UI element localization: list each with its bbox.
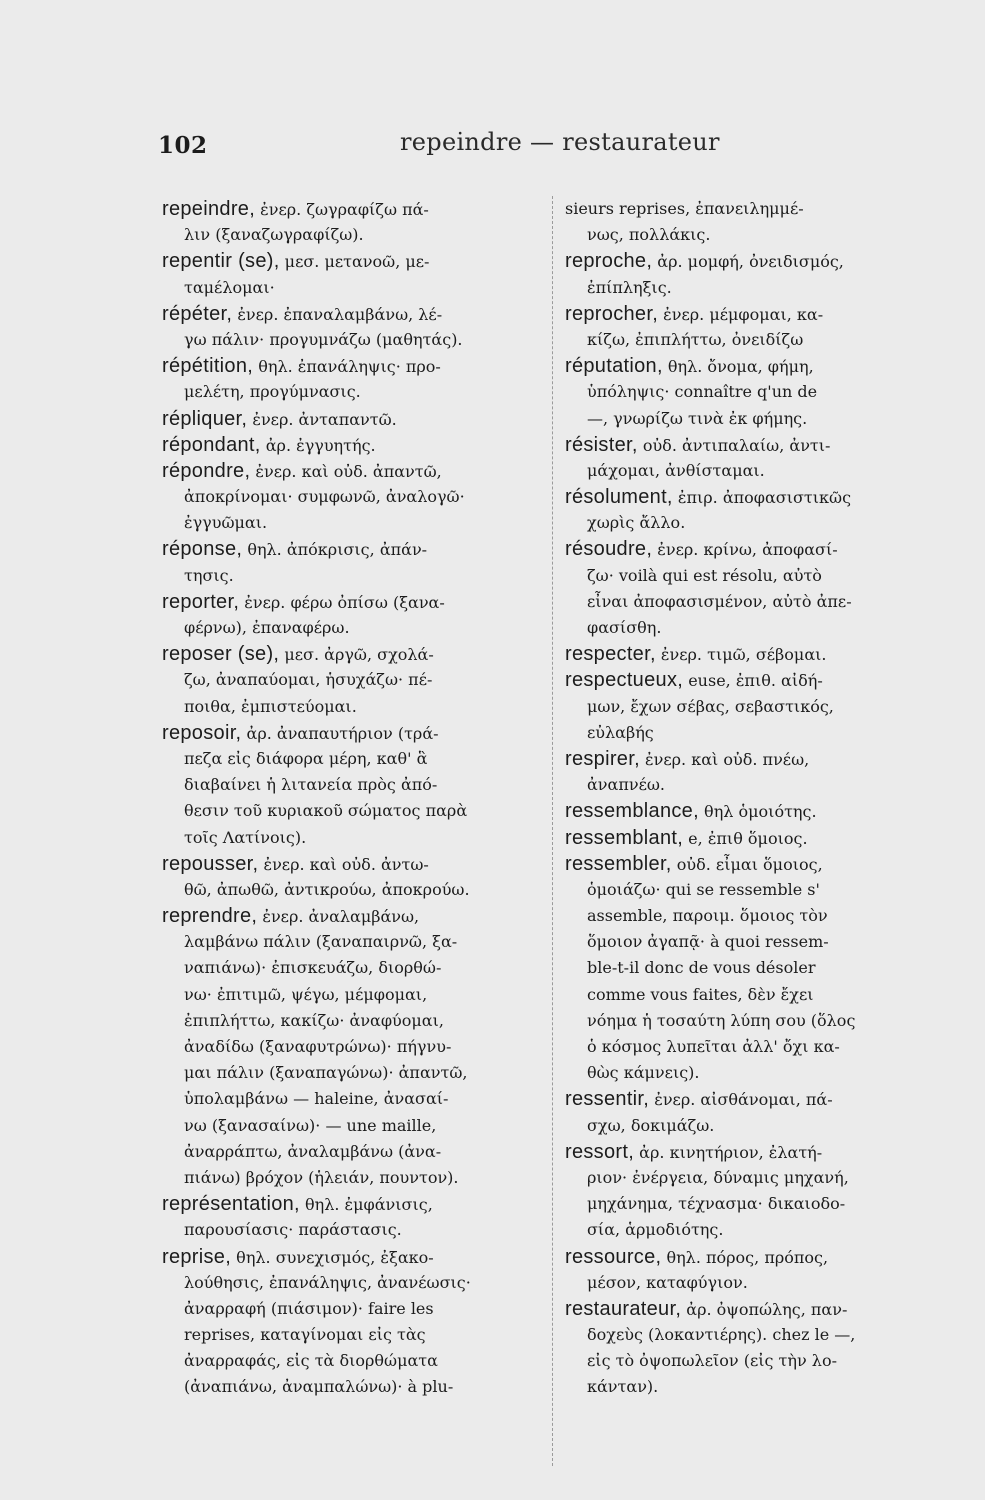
- entry-text: ριον· ἐνέργεια, δύναμις μηχανή,: [587, 1167, 849, 1187]
- entry-text: μάχομαι, ἀνθίσταμαι.: [587, 460, 765, 480]
- entry-headword: réputation,: [565, 355, 663, 378]
- dictionary-line: [565, 248, 943, 274]
- entry-text: ἐνερ. τιμῶ, σέβομαι.: [655, 645, 827, 665]
- entry-text: διαβαίνει ἡ λιτανεία πρὸς ἀπό-: [184, 775, 438, 795]
- dictionary-line: [162, 563, 550, 589]
- running-head: repeindre — restaurateur: [400, 128, 720, 156]
- dictionary-line: [565, 746, 943, 772]
- dictionary-line: [565, 1296, 943, 1322]
- dictionary-line: [162, 1113, 550, 1139]
- entry-headword: reposoir,: [162, 721, 242, 744]
- dictionary-line: [162, 406, 550, 432]
- entry-text: σία, ἁρμοδιότης.: [587, 1220, 724, 1240]
- entry-text: νω· ἐπιτιμῶ, ψέγω, μέμφομαι,: [184, 984, 428, 1004]
- entry-text: ἐπιρ. ἀποφασιστικῶς: [672, 488, 852, 508]
- entry-text: νως, πολλάκις.: [587, 225, 711, 245]
- entry-headword: répétition,: [162, 355, 254, 378]
- dictionary-line: [565, 903, 943, 929]
- entry-headword: résolument,: [565, 486, 673, 509]
- entry-text: εὐλαβής: [587, 722, 654, 742]
- entry-text: λιν (ξαναζωγραφίζω).: [184, 225, 364, 245]
- dictionary-line: [162, 955, 550, 981]
- entry-text: ἐγγυῶμαι.: [184, 513, 268, 533]
- dictionary-line: [162, 379, 550, 405]
- entry-text: θῶ, ἀπωθῶ, ἀντικρούω, ἀποκρούω.: [184, 879, 470, 899]
- dictionary-line: [565, 1060, 943, 1086]
- entry-text: ἀρ. ἐγγυητής.: [260, 435, 376, 455]
- entry-headword: repousser,: [162, 852, 259, 875]
- column-rule: [552, 196, 554, 1466]
- dictionary-line: [565, 667, 943, 693]
- entry-text: μηχάνημα, τέχνασμα· δικαιοδο-: [587, 1194, 846, 1214]
- entry-text: ἐνερ. αἰσθάνομαι, πά-: [649, 1090, 833, 1110]
- entry-headword: reprise,: [162, 1245, 232, 1268]
- dictionary-line: [162, 1008, 550, 1034]
- dictionary-line: [565, 379, 943, 405]
- dictionary-line: [162, 432, 550, 458]
- entry-text: νω (ξανασαίνω)· — une maille,: [184, 1115, 437, 1135]
- entry-text: euse, ἐπιθ. αἰδή-: [683, 671, 823, 691]
- dictionary-line: [565, 432, 943, 458]
- dictionary-line: [162, 772, 550, 798]
- dictionary-line: [162, 1348, 550, 1374]
- entry-headword: reproche,: [565, 250, 653, 273]
- entry-headword: restaurateur,: [565, 1297, 682, 1320]
- dictionary-line: [565, 327, 943, 353]
- dictionary-line: [162, 222, 550, 248]
- dictionary-line: [162, 615, 550, 641]
- dictionary-line: [565, 982, 943, 1008]
- entry-text: θὼς κάμνεις).: [587, 1063, 700, 1083]
- dictionary-line: [162, 825, 550, 851]
- entry-text: εἶναι ἀποφασισμένον, αὐτὸ ἀπε-: [587, 591, 852, 611]
- entry-text: ζω, ἀναπαύομαι, ἡσυχάζω· πέ-: [184, 670, 433, 690]
- entry-text: κάνταν).: [587, 1377, 659, 1397]
- dictionary-line: [162, 353, 550, 379]
- dictionary-line: [162, 877, 550, 903]
- dictionary-line: [565, 353, 943, 379]
- entry-headword: ressource,: [565, 1245, 662, 1268]
- entry-text: ὑπολαμβάνω — haleine, ἀνασαί-: [184, 1089, 449, 1109]
- dictionary-line: [565, 798, 943, 824]
- dictionary-line: [162, 1296, 550, 1322]
- entry-headword: ressemblant,: [565, 826, 684, 849]
- dictionary-line: [162, 275, 550, 301]
- entry-text: μαι πάλιν (ξαναπαγώνω)· ἀπαντῶ,: [184, 1063, 468, 1083]
- dictionary-line: [565, 851, 943, 877]
- dictionary-line: [565, 641, 943, 667]
- entry-text: ἀναδίδω (ξαναφυτρώνω)· πήγνυ-: [184, 1037, 452, 1056]
- entry-text: ἀναρραφή (πιάσιμον)· faire les: [184, 1298, 434, 1318]
- dictionary-line: [162, 903, 550, 929]
- entry-text: ἐνερ. καὶ οὐδ. ἀντω-: [258, 854, 429, 874]
- dictionary-line: [565, 536, 943, 562]
- entry-text: ποιθα, ἐμπιστεύομαι.: [184, 696, 357, 716]
- entry-headword: résister,: [565, 433, 638, 456]
- dictionary-line: [162, 720, 550, 746]
- entry-text: assemble, παροιμ. ὅμοιος τὸν: [587, 906, 828, 926]
- entry-headword: répéter,: [162, 302, 233, 325]
- dictionary-line: [565, 458, 943, 484]
- dictionary-line: [162, 458, 550, 484]
- entry-text: ἐνερ. ἐπαναλαμβάνω, λέ-: [232, 304, 443, 324]
- entry-text: e, ἐπιθ ὅμοιος.: [683, 828, 808, 848]
- dictionary-line: [565, 1113, 943, 1139]
- entry-text: θηλ. ἐπανάληψις· προ-: [253, 357, 441, 377]
- dictionary-line: [162, 1086, 550, 1112]
- entry-headword: répondant,: [162, 433, 261, 456]
- entry-text: reprises, καταγίνομαι εἰς τὰς: [184, 1325, 426, 1345]
- entry-text: μεσ. μετανοῶ, με-: [279, 252, 430, 272]
- entry-headword: ressembler,: [565, 852, 672, 875]
- dictionary-line: [162, 798, 550, 824]
- entry-text: οὐδ. εἶμαι ὅμοιος,: [671, 854, 823, 874]
- dictionary-line: [162, 1217, 550, 1243]
- entry-text: (ἀναπιάνω, ἀναμπαλώνω)· à plu-: [184, 1377, 454, 1397]
- entry-headword: réponse,: [162, 538, 243, 561]
- entry-text: ὅμοιον ἀγαπᾷ· à quoi ressem-: [587, 932, 829, 952]
- dictionary-line: [565, 484, 943, 510]
- dictionary-line: [162, 248, 550, 274]
- dictionary-line: [162, 851, 550, 877]
- entry-text: οὐδ. ἀντιπαλαίω, ἀντι-: [637, 435, 831, 455]
- entry-text: ταμέλομαι·: [184, 277, 275, 297]
- entry-text: δοχεὺς (λοκαντιέρης). chez le —,: [587, 1325, 856, 1345]
- entry-text: ἐνερ. ἀνταπαντῶ.: [247, 409, 397, 429]
- entry-text: ἀρ. κινητήριον, ἐλατή-: [634, 1142, 823, 1162]
- left-column: [162, 196, 550, 1401]
- dictionary-line: [162, 641, 550, 667]
- dictionary-line: [565, 1270, 943, 1296]
- dictionary-line: [565, 955, 943, 981]
- dictionary-line: [162, 694, 550, 720]
- entry-headword: reprendre,: [162, 905, 258, 928]
- entry-headword: ressort,: [565, 1140, 635, 1163]
- dictionary-line: [162, 196, 550, 222]
- dictionary-line: [565, 825, 943, 851]
- dictionary-line: [162, 667, 550, 693]
- entry-text: πιάνω) βρόχον (ἡλειάν, πουντον).: [184, 1167, 459, 1187]
- dictionary-line: [162, 327, 550, 353]
- entry-headword: reprocher,: [565, 302, 659, 325]
- dictionary-line: [565, 1191, 943, 1217]
- entry-text: θηλ. ὄνομα, φήμη,: [662, 357, 814, 377]
- entry-text: ὁ κόσμος λυπεῖται ἀλλ' ὄχι κα-: [587, 1037, 840, 1056]
- entry-text: ἐπίπληξις.: [587, 277, 672, 297]
- entry-headword: ressemblance,: [565, 800, 699, 823]
- dictionary-line: [565, 1374, 943, 1400]
- page-number: 102: [158, 132, 208, 159]
- entry-text: θηλ. συνεχισμός, ἐξακο-: [231, 1247, 434, 1267]
- dictionary-line: [565, 1322, 943, 1348]
- dictionary-line: [565, 1244, 943, 1270]
- entry-text: ἐνερ. καὶ οὐδ. πνέω,: [639, 749, 810, 769]
- entry-text: ἐνερ. φέρω ὀπίσω (ξανα-: [239, 592, 445, 612]
- entry-text: sieurs reprises, ἐπανειλημμέ-: [565, 199, 804, 218]
- dictionary-line: [565, 406, 943, 432]
- dictionary-line: [162, 1139, 550, 1165]
- entry-headword: respirer,: [565, 747, 640, 770]
- entry-text: μεσ. ἀργῶ, σχολά-: [279, 645, 434, 665]
- entry-headword: répliquer,: [162, 407, 248, 430]
- entry-text: θηλ. ἀπόκρισις, ἀπάν-: [242, 540, 428, 560]
- entry-text: —, γνωρίζω τινὰ ἐκ φήμης.: [587, 408, 808, 428]
- entry-text: ἀρ. μομφή, ὀνειδισμός,: [652, 252, 844, 272]
- entry-text: μέσον, καταφύγιον.: [587, 1272, 748, 1292]
- entry-text: εἰς τὸ ὀψοπωλεῖον (εἰς τὴν λο-: [587, 1351, 837, 1371]
- entry-text: ὑπόληψις· connaître q'un de: [587, 382, 818, 402]
- dictionary-line: [565, 222, 943, 248]
- entry-text: κίζω, ἐπιπλήττω, ὀνειδίζω: [587, 329, 804, 349]
- dictionary-line: [565, 1139, 943, 1165]
- entry-text: φέρνω), ἐπαναφέρω.: [184, 618, 350, 637]
- dictionary-line: [565, 1348, 943, 1374]
- dictionary-line: [162, 301, 550, 327]
- dictionary-line: [565, 877, 943, 903]
- entry-text: comme vous faites, δὲν ἔχει: [587, 984, 814, 1004]
- dictionary-line: [162, 1374, 550, 1400]
- dictionary-line: [565, 929, 943, 955]
- entry-headword: résoudre,: [565, 538, 653, 561]
- entry-headword: respecter,: [565, 643, 656, 666]
- dictionary-line: [565, 196, 943, 222]
- entry-text: ἀποκρίνομαι· συμφωνῶ, ἀναλογῶ·: [184, 487, 465, 507]
- dictionary-line: [565, 301, 943, 327]
- right-column: [565, 196, 943, 1401]
- entry-text: ἐνερ. ζωγραφίζω πά-: [255, 200, 429, 219]
- dictionary-line: [162, 929, 550, 955]
- entry-text: μων, ἔχων σέβας, σεβαστικός,: [587, 696, 834, 716]
- dictionary-line: [565, 1034, 943, 1060]
- entry-text: τησις.: [184, 565, 234, 585]
- entry-text: θηλ. πόρος, πρόπος,: [661, 1247, 829, 1267]
- entry-text: παρουσίασις· παράστασις.: [184, 1220, 402, 1240]
- entry-text: γω πάλιν· προγυμνάζω (μαθητάς).: [184, 329, 463, 349]
- entry-text: φασίσθη.: [587, 618, 662, 637]
- dictionary-line: [565, 510, 943, 536]
- entry-text: χωρὶς ἄλλο.: [587, 513, 686, 533]
- entry-headword: reposer (se),: [162, 643, 280, 666]
- entry-text: ὁμοιάζω· qui se ressemble s': [587, 879, 820, 899]
- entry-text: ble-t-il donc de vous désoler: [587, 958, 816, 978]
- entry-text: ἐνερ. ἀναλαμβάνω,: [257, 907, 420, 927]
- dictionary-line: [565, 720, 943, 746]
- entry-text: σχω, δοκιμάζω.: [587, 1115, 715, 1135]
- dictionary-line: [162, 1244, 550, 1270]
- dictionary-line: [565, 589, 943, 615]
- entry-headword: ressentir,: [565, 1088, 650, 1111]
- entry-text: ἐπιπλήττω, κακίζω· ἀναφύομαι,: [184, 1010, 444, 1030]
- dictionary-line: [162, 484, 550, 510]
- dictionary-line: [162, 1191, 550, 1217]
- entry-headword: représentation,: [162, 1193, 300, 1216]
- entry-text: θηλ. ἐμφάνισις,: [299, 1195, 433, 1215]
- entry-text: ζω· voilà qui est résolu, αὐτὸ: [587, 565, 822, 585]
- dictionary-line: [162, 1060, 550, 1086]
- dictionary-line: [162, 1165, 550, 1191]
- entry-text: ἀναρραφάς, εἰς τὰ διορθώματα: [184, 1351, 438, 1371]
- dictionary-line: [565, 772, 943, 798]
- entry-headword: reporter,: [162, 590, 240, 613]
- dictionary-line: [162, 1034, 550, 1060]
- dictionary-line: [162, 1270, 550, 1296]
- entry-headword: répondre,: [162, 459, 251, 482]
- entry-text: θηλ ὁμοιότης.: [698, 802, 817, 822]
- entry-headword: repentir (se),: [162, 250, 280, 273]
- entry-text: μελέτη, προγύμνασις.: [184, 382, 361, 402]
- entry-text: ἐνερ. καὶ οὐδ. ἀπαντῶ,: [250, 461, 442, 481]
- dictionary-line: [162, 746, 550, 772]
- entry-headword: repeindre,: [162, 198, 256, 220]
- entry-text: θεσιν τοῦ κυριακοῦ σώματος παρὰ: [184, 801, 468, 821]
- entry-text: τοῖς Λατίνοις).: [184, 827, 307, 847]
- entry-text: λαμβάνω πάλιν (ξαναπαιρνῶ, ξα-: [184, 932, 458, 952]
- dictionary-line: [565, 1165, 943, 1191]
- entry-headword: respectueux,: [565, 669, 684, 692]
- dictionary-line: [162, 510, 550, 536]
- dictionary-line: [565, 563, 943, 589]
- entry-text: ἀρ. ὀψοπώλης, παν-: [681, 1299, 848, 1319]
- dictionary-line: [162, 589, 550, 615]
- dictionary-line: [565, 1217, 943, 1243]
- entry-text: ναπιάνω)· ἐπισκευάζω, διορθώ-: [184, 958, 442, 978]
- entry-text: ἀρ. ἀναπαυτήριον (τρά-: [241, 723, 439, 743]
- entry-text: ἀναρράπτω, ἀναλαμβάνω (ἀνα-: [184, 1141, 442, 1161]
- entry-text: ἐνερ. κρίνω, ἀποφασί-: [652, 540, 838, 560]
- dictionary-line: [565, 694, 943, 720]
- entry-text: πεζα εἰς διάφορα μέρη, καθ' ἃ: [184, 748, 428, 768]
- dictionary-line: [565, 615, 943, 641]
- dictionary-line: [162, 536, 550, 562]
- entry-text: ἀναπνέω.: [587, 775, 665, 795]
- dictionary-line: [565, 1086, 943, 1112]
- dictionary-line: [162, 982, 550, 1008]
- dictionary-line: [162, 1322, 550, 1348]
- dictionary-line: [565, 1008, 943, 1034]
- entry-text: ἐνερ. μέμφομαι, κα-: [658, 304, 824, 324]
- dictionary-line: [565, 275, 943, 301]
- entry-text: λούθησις, ἐπανάληψις, ἀνανέωσις·: [184, 1272, 471, 1292]
- entry-text: νόημα ἡ τοσαύτη λύπη σου (ὅλος: [587, 1010, 856, 1030]
